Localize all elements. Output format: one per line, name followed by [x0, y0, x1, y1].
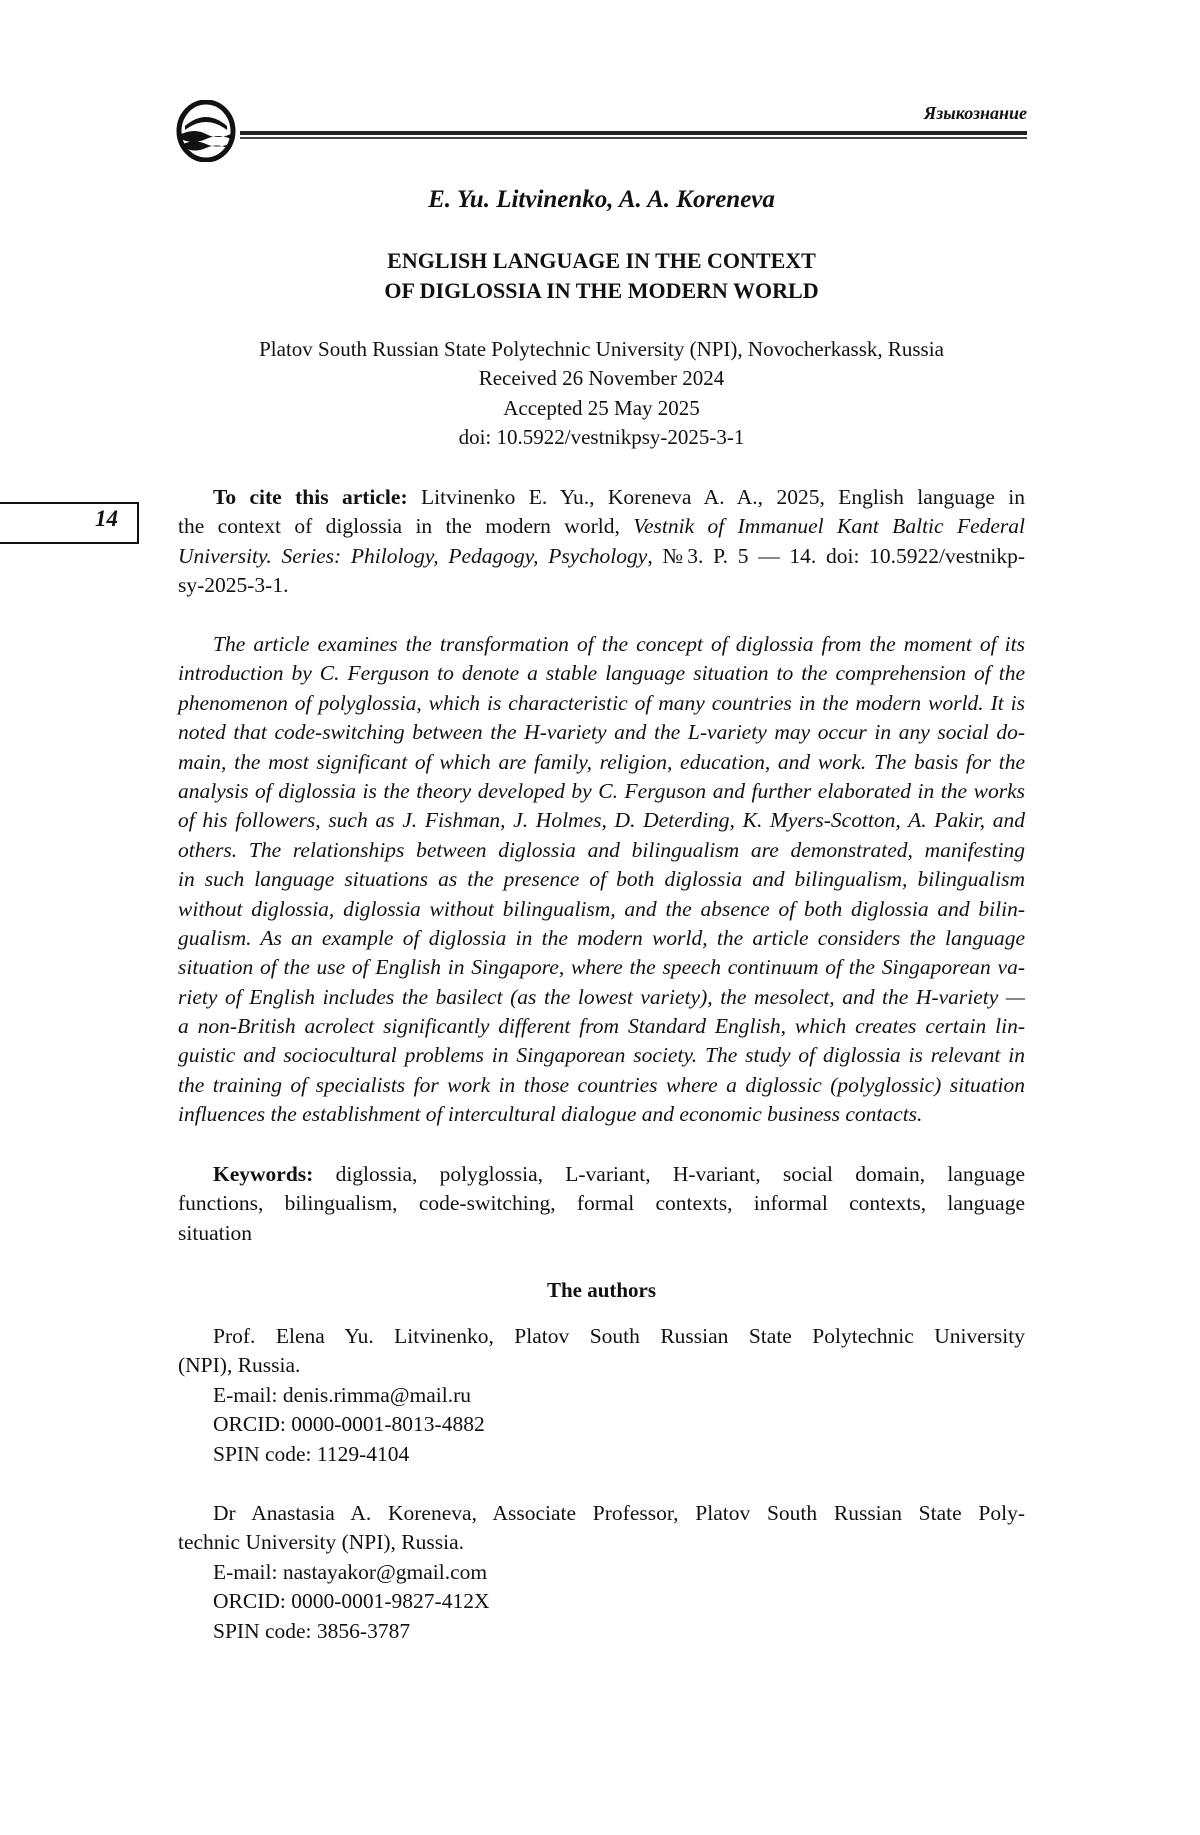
header-rule: [240, 131, 1027, 135]
text-line: [178, 1160, 1025, 1189]
text-line: [178, 1440, 1025, 1469]
journal-logo-icon: [175, 100, 237, 162]
text-line: [178, 1410, 1025, 1439]
section-name: Языкознание: [923, 103, 1027, 123]
text-line: [178, 953, 1025, 982]
text-line: [178, 1617, 1025, 1646]
text-line: [178, 571, 1025, 600]
line-text: The article examines the transformation of the concept of diglossia from the moment of its: [213, 632, 1025, 656]
line-text: situation: [178, 1220, 253, 1245]
line-text: Litvinenko E. Yu., Koreneva A. A., 2025, English language in: [407, 485, 1026, 509]
paragraph-label: To cite this article:: [213, 485, 408, 509]
line-text: phenomenon of polyglossia, which is characteristic of many countries in the modern world. It is: [178, 690, 1025, 715]
line-text: introduction by C. Ferguson to denote a stable language situation to the comprehension of the: [178, 661, 1025, 686]
text-line: [178, 865, 1025, 894]
text-line: [178, 1219, 1025, 1248]
title-line: ENGLISH LANGUAGE IN THE CONTEXT: [387, 248, 816, 273]
line-text: gualism. As an example of diglossia in the modern world, the article considers the language: [178, 925, 1025, 950]
line-text: SPIN code: 3856-3787: [213, 1618, 411, 1643]
article-title: [178, 246, 1025, 306]
line-text: ORCID: 0000-0001-9827-412X: [213, 1589, 490, 1614]
text-line: [178, 748, 1025, 777]
text-line: [178, 1189, 1025, 1218]
line-text: guistic and sociocultural problems in Singaporean society. The study of diglossia is relevant in: [178, 1043, 1025, 1068]
text-line: [178, 659, 1025, 688]
article-authors: E. Yu. Litvinenko, A. A. Koreneva: [428, 186, 775, 213]
text-line: [178, 1558, 1025, 1587]
line-text: diglossia, polyglossia, L-variant, H-variant, social domain, language: [313, 1162, 1025, 1186]
text-line: [178, 1381, 1025, 1410]
line-text: E-mail: nastayakor@gmail.com: [213, 1559, 488, 1584]
text-line: [178, 924, 1025, 953]
header-rule-thin: [240, 137, 1027, 139]
keywords-paragraph: [178, 1160, 1025, 1248]
line-text: E-mail: denis.rimma@mail.ru: [213, 1382, 472, 1407]
line-text: University. Series: Philology, Pedagogy, Psychology, №3. P. 5 — 14. doi: 10.5922/vestnikp-: [178, 543, 1025, 568]
citation-paragraph: [178, 483, 1025, 601]
text-line: [178, 895, 1025, 924]
line-text: analysis of diglossia is the theory developed by C. Ferguson and further elaborated in the works: [178, 778, 1025, 803]
author2-info: [178, 1499, 1025, 1646]
title-line: OF DIGLOSSIA IN THE MODERN WORLD: [384, 278, 819, 303]
text-line: [178, 1041, 1025, 1070]
text-line: [178, 806, 1025, 835]
line-text: noted that code-switching between the H-variety and the L-variety may occur in any social do-: [178, 720, 1025, 745]
text-line: [178, 1100, 1025, 1129]
doi: doi: 10.5922/vestnikpsy-2025-3-1: [458, 425, 745, 450]
line-text: functions, bilingualism, code-switching, formal contexts, informal contexts, language: [178, 1191, 1025, 1216]
line-text: technic University (NPI), Russia.: [178, 1530, 465, 1555]
text-line: [178, 1071, 1025, 1100]
author1-info: [178, 1322, 1025, 1469]
authors-heading: The authors: [546, 1278, 657, 1302]
paragraph-label: Keywords:: [213, 1162, 314, 1186]
line-text: Dr Anastasia A. Koreneva, Associate Professor, Platov South Russian State Poly-: [213, 1501, 1025, 1525]
line-text: without diglossia, diglossia without bilingualism, and the absence of both diglossia and bilin-: [178, 896, 1025, 921]
line-text: others. The relationships between diglossia and bilingualism are demonstrated, manifesting: [178, 837, 1025, 862]
line-text: SPIN code: 1129-4104: [213, 1441, 410, 1466]
abstract-paragraph: [178, 630, 1025, 1130]
text-line: [178, 689, 1025, 718]
article-meta: [178, 335, 1025, 453]
text-line: [178, 1587, 1025, 1616]
line-text: situation of the use of English in Singapore, where the speech continuum of the Singaporean va-: [178, 955, 1025, 980]
page-number: 14: [95, 506, 118, 531]
text-line: [178, 1528, 1025, 1557]
text-line: [178, 512, 1025, 541]
text-line: [178, 1322, 1025, 1351]
line-text: sy-2025-3-1.: [178, 573, 289, 598]
text-line: [178, 542, 1025, 571]
received-date: Received 26 November 2024: [478, 366, 725, 391]
text-line: [178, 483, 1025, 512]
accepted-date: Accepted 25 May 2025: [503, 395, 700, 420]
line-text: Prof. Elena Yu. Litvinenko, Platov South Russian State Polytechnic University: [213, 1324, 1025, 1348]
text-line: [178, 1499, 1025, 1528]
text-line: [178, 836, 1025, 865]
line-text: in such language situations as the presence of both diglossia and bilingualism, bilingualism: [178, 867, 1025, 892]
line-text: a non-British acrolect significantly different from Standard English, which creates certain lin-: [178, 1014, 1025, 1039]
text-line: [178, 777, 1025, 806]
text-line: [178, 630, 1025, 659]
line-text: (NPI), Russia.: [178, 1353, 301, 1378]
line-text: riety of English includes the basilect (as the lowest variety), the mesolect, and the H-variety —: [178, 984, 1025, 1009]
line-text: the context of diglossia in the modern world, Vestnik of Immanuel Kant Baltic Federal: [178, 514, 1026, 539]
line-text: main, the most significant of which are family, religion, education, and work. The basis for the: [178, 749, 1025, 774]
line-text: of his followers, such as J. Fishman, J. Holmes, D. Deterding, K. Myers-Scotton, A. Pakir, and: [178, 808, 1025, 833]
text-line: [178, 983, 1025, 1012]
line-text: the training of specialists for work in those countries where a diglossic (polyglossic) situation: [178, 1072, 1025, 1097]
line-text: influences the establishment of intercultural dialogue and economic business contacts.: [178, 1102, 923, 1127]
text-line: [178, 1012, 1025, 1041]
text-line: [178, 1351, 1025, 1380]
affiliation: Platov South Russian State Polytechnic University (NPI), Novocherkassk, Russia: [259, 337, 944, 361]
text-line: [178, 718, 1025, 747]
line-text: ORCID: 0000-0001-8013-4882: [213, 1412, 485, 1437]
